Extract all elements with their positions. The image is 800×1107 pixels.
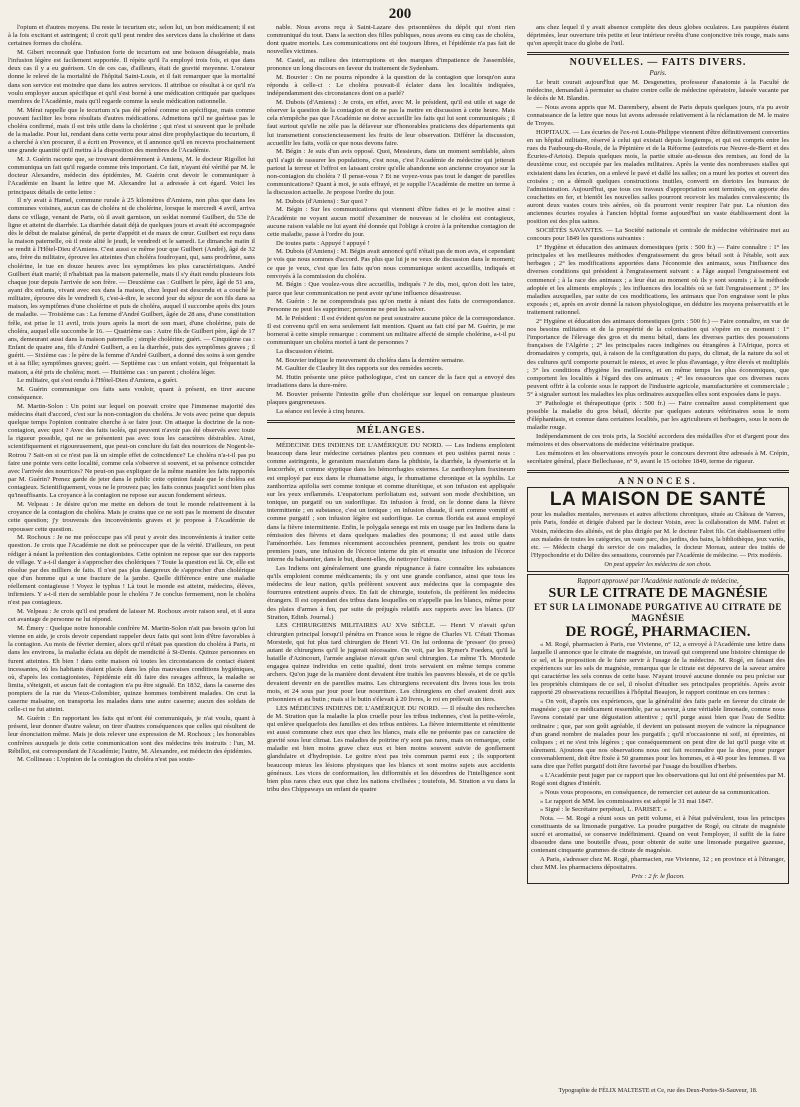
paragraph: Les mémoires et les observations envoyés pour le concours devront être adressés à M. Crépin, secrétaire général, place Bellechasse, n° 9, avant le 15 octobre 1849, terme de rigueur. — [527, 449, 789, 465]
paragraph: M. Bégin : Sur les communications qui viennent d'être faites et je le motive ainsi : l'Académie ne voyant aucun motif d'examiner de nouveau si le choléra est contagieux, aucune raison valable ne lui ayant été donnée qui l'oblige à croire à la prétendue contagion de cette maladie, passe à l'ordre du jour. — [267, 206, 515, 238]
page-number: 200 — [388, 6, 412, 22]
academy-discussion — [267, 24, 515, 416]
paragraph: 3° Pathologie et thérapeutique (prix : 500 fr.) — Faire connaître aussi complètement que possible la maladie du gros bétail, décrite par quelques auteurs vétérinaires sous le nom d'éléphantiasis, et connue dans certaines localités, par les agriculteurs et herbagers, sous le nom de maladie rouge. — [527, 399, 789, 432]
paragraph: M. Rochoux : Je ne me préoccupe pas s'il peut y avoir des inconvénients à traiter cette question. Je crois que l'Académie ne doit se préoccuper que de la vérité. D'ailleurs, on peut rédiger à néant la prétention des contagionistes. Cette opinion ne repose que sur des rapports de village. Y a-t-il danger à s'approcher des cholériques ? Toute la question est là. Or, elle est résolue par des milliers de faits. Il n'est pas plus dangereux de s'approcher d'un cholérique que d'un homme qui a une fracture de la jambe. Quelle différence entre une maladie réellement contagieuse ! Voyez le typhus ! Là tout le monde est atteint, médecins, élèves, infirmiers. Y a-t-il rien de semblable pour le choléra ? Je conclus fermement, non le choléra n'est pas contagieux. — [8, 534, 255, 607]
paragraph: Les Indiens ont généralement une grande répugnance à faire connaître les substances qu'ils emploient comme médicaments; ils y ont une grande confiance, ainsi que tous les médecins de leur nation, qu'ils préfèrent souvent aux médecins que la compagnie des fourrures entretient auprès d'eux. En fait de chirurgie, toutefois, ils préfèrent les médecins étrangers. Il est cependant des tribus dans lesquelles on n'appelle pas les blancs, même pour des plaies d'armes à feu, par suite de préjugés relatifs aux rapports avec les blancs. (D' Stratton, Edinb. Journal.) — [267, 564, 515, 621]
paragraph: M. Dubois (d'Amiens) : M. Bégin avait annoncé qu'il n'était pas de mon avis, et cependant je vois que nous sommes d'accord. Pas plus que lui je ne veux de discussion dans le moment; ce que je veux, c'est que les faits qu'on nous communique soient accueillis, indiqués et renvoyés à la commission du choléra. — [267, 248, 515, 280]
divider — [267, 438, 515, 439]
citrate-magnesie-ad — [527, 574, 789, 884]
paragraph: Le bruit courait aujourd'hui que M. Desgenettes, professeur d'anatomie à la Faculté de médecine, demandait à permuter sa chaire contre celle de médecine opératoire, laissée vacante par le décès de M. Blandin. — [527, 78, 789, 103]
paragraph: M. Martin-Solon : Un point sur lequel on pouvait croire que l'immense majorité des médecins était d'accord, c'est sur la non-contagion du choléra. Je vois avec peine que depuis quelque temps l'opinion contraire cherche à se faire jour. On attaque la doctrine de la non-contagion, avec quoi ? Avec des faits isolés, qui peuvent n'avoir pas été observés avec toute la rigueur possible, qui ne se présentent pas avec tous les caractères désirables. Ainsi, scientifiquement et rigoureusement, que peut-on conclure du fait des nourrices de Nogent-le-Rotrou ? Sait-on si ce n'est pas là un simple effet de coïncidence? Le choléra n'a-t-il pas pu faire une pointe vers cette localité, comme cela s'observe si souvent, et sa présence coïncider avec l'arrivée des nourrices? Ne peut-on pas expliquer de la même manière les faits rapportés par M. Guérin? Prenez garde de jeter dans le public cette opinion fatale que le choléra est contagieux. Scientifiquement, vous ne le prouvez pas; les faits connus jusqu'ici sont bien plus qu'insuffisants. La croyance à la contagion ne repose sur aucun fondement sérieux. — [8, 402, 255, 500]
paragraph: M. Collineau : L'opinion de la contagion du choléra n'est pas soute- — [17, 756, 196, 764]
paragraph: nable. Nous avons reçu à Saint-Lazare des prisonnières du dépôt qui n'ont rien communiqué du tout. Dans la section des filles publiques, nous avons eu cinq cas de choléra, dont quatre mortels. Les communications ont été toujours libres, et l'épidémie n'a pas fait de nouvelles victimes. — [267, 24, 515, 56]
paragraph: M. J. Guérin raconte que, se trouvant dernièrement à Amiens, M. le docteur Rigollot lui communiqua un fait qu'il regarde comme très important. Ce fait, n'ayant été vérifié par M. le docteur Alexandre, médecin des épidémies, M. Guérin crut devoir le communiquer à l'Académie en lisant la lettre que M. Alexandre lui a adressée à cet égard. Voici les principaux détails de cette lettre : — [8, 156, 255, 196]
maison-de-sante-ad — [527, 487, 789, 572]
nouvelles-title: NOUVELLES. — FAITS DIVERS. — [569, 57, 747, 69]
paragraph: « L'Académie peut juger par ce rapport que les observations qui lui ont été présentées par M. Rogé sont dignes d'intérêt. — [531, 772, 785, 788]
paragraph: M. le Président : Il est évident qu'on ne peut soustraire aucune pièce de la correspondance. Il est convenu qu'il en sera seulement fait mention. Quant au fait cité par M. Guérin, je me bornerai à cette simple remarque : comment un militaire affecté de simple cholérine, a-t-il pu communiquer un choléra mortel à tant de personnes ? — [267, 314, 515, 347]
paragraph: M. Bouvier : On ne pourra répondre à la question de la contagion que lorsqu'on aura répondu à celle-ci : Le choléra pouvait-il éclater dans les localités indiquées, indépendamment des circonstances dont on a parlé? — [267, 73, 515, 98]
nouvelles-place: Paris. — [649, 68, 667, 77]
paragraph: — Nous avons appris que M. Darembery, absent de Paris depuis quelques jours, n'a pu avoir connaissance de la lettre que nous lui avons adressée relativement à la réclamation de M. le maire de Troyes. — [527, 103, 789, 128]
paragraph: » Le rapport de MM. les commissaires est adopté le 31 mai 1847. — [540, 797, 713, 805]
ad-title-2: ET SUR LA LIMONADE PURGATIVE AU CITRATE DE MAGNÉSIE — [534, 601, 782, 623]
paragraph: M. Dubois (d'Amiens) : Je crois, en effet, avec M. le président, qu'il est utile et sage de réserver la question de la contagion et de ne pas la mettre en discussion à cette heure. Mais cela n'empêche pas que l'Académie ne doive accueillir les faits qui lui sont communiqués ; il faut surtout qu'elle ne zèle pas la défaveur sur d'honorables praticiens des départements qui lui transmettent consciencieusement les fruits de leur observation. Différer la discussion, accueillir les faits, voilà ce que nous devons faire. — [267, 98, 515, 147]
newspaper-page — [8, 4, 792, 1097]
paragraph: M. Hutin présente une pièce pathologique, c'est un cancer de la face qui a envoyé des irradiations dans la dure-mère. — [267, 374, 515, 390]
annonces-title: ANNONCES. — [618, 476, 698, 487]
paragraph: M. Velpeau : Je désire qu'on me mette en dehors de tout le monde relativement à la croyance de la contagion du choléra. Mais je crains que ce ne soit pas le moment de discuter cette question; j'y trouverais des inconvénients graves et je propose à l'Académie de repousser cette question. — [8, 501, 255, 533]
paragraph: M. Guérin communique ces faits sans vouloir, quant à présent, en tirer aucune conséquence. — [8, 385, 255, 402]
paragraph: M. Mérat rappelle que le tecurium n'a pas été prôné comme un spécifique, mais comme pouvant faciliter les bons résultats d'autres médications. Admettons qu'il ne guérisse pas le choléra confirmé, mais il est très utile dans la cholérine ; qui n'est si souvent que le prélude de la maladie. Pour lui, rendant dans cette vertu pour ainsi dire prophylactique du tecurium, il a cherché à s'en procurer, il a écrit en Provence, et il annonce qu'il en recevra prochainement une grande quantité qu'il mettra à la disposition des membres de l'Académie. — [8, 106, 255, 155]
paragraph: » Signé : le Secrétaire perpétuel, L. PARISET. » — [540, 806, 667, 814]
ad-price: Prix : 2 fr. le flacon. — [631, 872, 685, 880]
paragraph: Indépendamment de ces trois prix, la Société accordera des médailles d'or et d'argent pour des mémoires et des observations de médecine vétérinaire pratique. — [527, 433, 789, 449]
paragraph: 2° Hygiène et éducation des animaux domestiques (prix : 500 fr.) — Faire connaître, en vue de nos besoins militaires et de la prospérité de la colonisation qui s'opère en ce moment : 1° l'importance de l'élevage des gros et du menu bétail, dans les diverses parties des possessions françaises de l'Algérie ; 2° les principales races indigènes ou étrangères à l'Afrique, porcs et dromadaires y compris, qui, à raison de la configuration du pays, du climat, de la nature du sol et des cultures qu'il comporte pourrait le mieux, et avec le plus d'avantage, y être élevés et multipliés ; 3° les conditions d'hygiène les meilleures, et en même temps les plus économiques, que comportent les localités à l'égard des ces animaux ; 4° les ressources que ces diverses races peuvent offrir à la colonie sous le rapport de l'industrie agricole, manufacturière et commerciale ; 5° à signaler surtout les maladies les plus ordinaires auxquelles elles sont exposées dans le pays. — [527, 317, 789, 399]
paragraph: La discussion s'éteint. — [276, 348, 334, 356]
paragraph: Il n'y avait à Hamel, commune rurale à 25 kilomètres d'Amiens, non plus que dans les communes voisines, aucun cas de choléra ni de cholérine, lorsque le mercredi 4 avril, arriva dans ce village, venant de Paris, où il avait garnison, un soldat nommé Guilbert, du 53e de ligne et atteint de diarrhée. La diarrhée datait déjà de quelques jours et avait été accompagnée dès le début de malaise général, de perte d'appétit et de maux de cœur. Guilbert est reçu dans la maison paternelle, où il reste alité le jeudi, le vendredi et le samedi. Le dimanche matin il se rendit à l'Hôtel-Dieu d'Amiens. C'est aussi ce même jour que Guilbert (André), âgé de 32 ans, frère du militaire, éprouve les atteintes d'un choléra foudroyant, qui, sans prodrôme, sans cholérine, le tue en douze heures avec les symptômes les plus caractéristiques. André Guilbert était marié; il n'habitait pas la maison paternelle, mais il s'y était rendu plusieurs fois chaque jour depuis l'arrivée de son frère. — Deuxième cas : Guilbert le père, âgé de 51 ans, ayant dix enfants, vivant avec eux dans la maison, chez lequel est descendu et a couché le militaire, éprouve dès le vendredi 6, c'est-à-dire, le second jour du séjour de son fils dans sa maison, les symptômes d'une cholérine et puis de choléra, auquel il succombe après dix jours de maladie. — Troisième cas : La femme d'André Guilbert, âgée de 28 ans, d'une constitution frêle, est prise le 11 avril, trois jours après la mort de son mari, d'une cholérine, puis de choléra, auquel elle succombe le 16. — Quatrième cas : Autre fils de Guilbert père, âgé de 17 ans, demeurant aussi dans la maison paternelle ; simple cholérine; guéri. — Cinquième cas : Enfant de quatre ans, fils d'André Guilbert, a eu la diarrhée, puis des symptômes graves ; il guérit. — Sixième cas : le père de la femme d'André Guilbert, a donné des soins à son gendre et à sa fille; symptômes graves; guéri. — Septième cas : un enfant voisin, qui fréquentait la maison, a été pris de choléra; mort. — Huitième cas : un parent ; choléra léger. — [8, 197, 255, 376]
paragraph: » Nous vous proposons, en conséquence, de remercier cet auteur de sa communication. — [540, 788, 770, 796]
paragraph: M. Velpeau : Je crois qu'il est prudent de laisser M. Rochoux avoir raison seul, et il aura cet avantage de personne ne lui répond. — [8, 608, 255, 624]
paragraph: La séance est levée à cinq heures. — [276, 407, 365, 415]
paragraph: l'opium et d'autres moyens. Du reste le tecurium etc, selon lui, un bon médicament; il est à la fois excitant et astringent; il croit qu'il peut rendre des services dans la cholérine et dans certaines formes du choléra. — [8, 24, 255, 48]
paragraph: M. Émery : Quelque notre honorable confrère M. Martin-Solon n'ait pas besoin qu'on lui vienne en aide, je crois devoir cependant rappeler deux faits qui sont loin d'être favorables à la contagion. Au mois de février dernier, alors qu'il n'était pas question du choléra à Paris, ni dans les environs, la maladie éclata au dépôt de mendicité à St-Denis. Quinze personnes en furent atteintes. Eh bien ! dans cette maison où toutes les circonstances de contact étaient incessantes, où les habitants étaient placés dans les plus mauvaises conditions hygiéniques, où, d'après les contagionistes, l'épidémie eût dû faire des ravages affreux, la maladie se limita, s'éteignit, et aucun fait de contagion n'a pu être signalé. En 1832, dans la caserne des pompiers de la rue du Vieux-Colombier, quinze hommes tombèrent malades. On crut la caserne malsaine, on transporta les malades dans une autre caserne; aucun des soldats de celle-ci ne fut atteint. — [8, 624, 255, 714]
printer-footer: Typographie de FÉLIX MALTESTE et Ce, rue des Deux-Portes-St-Sauveur, 18. — [558, 1087, 758, 1094]
paragraph: M. Gaultier de Claubry lit des rapports sur des remèdes secrets. — [276, 365, 444, 373]
paragraph: Le militaire, qui s'est rendu à l'Hôtel-Dieu d'Amiens, a guéri. — [17, 377, 178, 385]
ad-note: On peut appeler les médecins de son choix. — [604, 561, 712, 569]
paragraph: 1° Hygiène et éducation des animaux domestiques (prix : 500 fr.) — Faire connaître : 1° les principales et les meilleures méthodes d'engraissement du gros bétail soit à l'étable, soit aux herbages ; 2° les modifications apportées dans l'économie des animaux, sous l'influence des diverses conditions qui président à l'engraissement suivant : a l'âge auquel l'engraissement est commencé ; à la race des animaux ; a leur état au moment où ils y sont soumis ; à la méthode adoptée et les aliments employés ; les influences des localités où se fait l'engraissement ; 3° les maladies auxquelles, par suite de ces modifications, les animaux que l'on engraisse sont le plus exposés ; et, après en avoir donné la raison physiologique, en déduire les moyens préservatifs et le traitement rationnel. — [527, 243, 789, 317]
paragraph: SOCIÉTÉS SAVANTES. — La Société nationale et centrale de médecine vétérinaire met au concours pour 1849 les questions suivantes : — [527, 227, 789, 243]
paragraph: « M. Rogé, pharmacien à Paris, rue Vivienne, n° 12, a envoyé à l'Académie une lettre dans laquelle il annonce que le citrate de magnésie, un travail qui comprend une histoire chimique de ce sel, et la proposition de le faire servir à l'usage de la médecine. M. Rogé, en faisant des expériences sur les sels de magnésie, remarqua que le citrate est dépourvu de la saveur amère qui caractérise les sels connus de cette base. N'ayant trouvé aucune donnée ou peu précise sur les propriétés chimiques de ce sel, il résolut d'étudier ses principales propriétés. Après avoir rapporté 29 observations recueillies à l'hôpital Beaujon, le rapport continue en ces termes : — [531, 640, 785, 697]
paragraph: « On voit, d'après ces expériences, que la généralité des faits parle en faveur du citrate de magnésie ; que ce médicament ressemble, par sa saveur, à une véritable limonade, comme nous l'avons constaté par une dégustation attentive ; qu'il purge aussi bien que l'eau de Sedlitz ordinaire ; que, par son goût agréable, il devient un puissant moyen de vaincre la répugnance d'un grand nombre de malades pour les purgatifs ; qu'il n'occasionne ni soif, ni épreintes, ni coliques ; et ne s'est très légères ; que conséquemment on peut dire de lui qu'il purge vite et sûrement. Ajoutons que nos observations nous ont fait reconnaître que la dose, pour purger convenablement, doit être fixée à 50 grammes pour les hommes, et à 40 pour les femmes. Il va sans dire que l'effet purgatif doit être favorisé par l'usage du bouillon d'herbes. — [531, 698, 785, 771]
column-1 — [8, 24, 255, 1094]
paragraph: ans chez lequel il y avait absence complète des deux globes oculaires. Les paupières étaient déprimées, leur ouverture très petite et leur intérieur revêtu d'une conjonctive très rouge, mais sans qu'on aperçût trace du globe de l'œil. — [527, 24, 789, 48]
paragraph: M. Bouvier présente l'intestin grêle d'un cholérique sur lequel on remarque plusieurs plaques gangreneuses. — [267, 390, 515, 407]
ad-address: A Paris, s'adresser chez M. Rogé, pharmacien, rue Vivienne, 12 ; en province et à l'étranger, chez MM. les pharmaciens dépositaires. — [531, 856, 785, 872]
paragraph: M. Castel, au milieu des interruptions et des marques d'impatience de l'assemblée, prononce un long discours en faveur du traitement de Sydenham. — [267, 57, 515, 73]
ad-title-3: DE ROGÉ, PHARMACIEN. — [565, 623, 751, 640]
melanges-title: MÉLANGES. — [356, 424, 426, 436]
paragraph: M. Guérin : En rapportant les faits qui m'ont été communiqués, je n'ai voulu, quant à présent, leur donner d'autre valeur, on tirer d'autres conséquences que celles qui résultent de leur énonciation même. Mais je dois relever une expression de M. Rochoux ; les honorables confrères auxquels je dois cette communication sont des médecins très instruits : l'un, M. Rébillot, est correspondant de l'Académie; l'autre, M. Alexandre, est médecin des épidémies. — [8, 715, 255, 755]
paragraph: M. Bégin : Que voulez-vous dire accueillis, indiqués ? Je dis, moi, qu'on doit les taire, parce que leur communication ne peut avoir qu'une influence désastreuse. — [267, 281, 515, 297]
paragraph: HOPITAUX. — Les écuries de l'ex-roi Louis-Philippe viennent d'être définitivement converties en un hôpital militaire, réservé à celui qui existait depuis longtemps, et qui est compris entre les rues du Faubourg-du-Roule, de la Pépinière et de la Réforme (autrefois rue Neuve-de-Berri et des Écuries-d'Artois). Depuis quelques mois, la partie située au-dessus des remises, au fond de la deuxième cour, est occupée par les malades militaires. Après la vente des nombreuses stalles qui existaient dans les écuries, on a enlevé le pavé et dallé les salles; on a muré les portes et ouvert des croisées ; on a démoli quelques constructions inutiles, converti en dortoirs les bureaux de l'administration. Aujourd'hui, que tous ces travaux d'appropriation sont terminés, on apporte des couchettes en fer, et bientôt les nouvelles salles pourront recevoir les malades convalescents; ils auront deux vastes cours très aérées, où ils pourront venir respirer l'air pur. La réunion des anciennes écuries royales à l'ancien hôpital forme aujourd'hui un vaste établissement dont la position est des plus saines. — [527, 128, 789, 226]
paragraph: M. Dubois (d'Amiens) : Sur quoi ? — [276, 197, 368, 205]
ad-title-1: SUR LE CITRATE DE MAGNÉSIE — [548, 585, 768, 601]
column-2 — [267, 24, 515, 1094]
section-divider — [527, 470, 789, 473]
article-continuation — [527, 24, 789, 48]
nouvelles-articles — [527, 79, 789, 466]
ad-head: Rapport approuvé par l'Académie nationale de médecine, — [577, 577, 739, 586]
paragraph: M. Guérin : Je ne comprendrais pas qu'on mette à néant des faits de correspondance. Personne ne peut les supprimer; personne ne peut les salver. — [267, 298, 515, 314]
paragraph: M. Gibert reconnaît que l'infusion forte de tecurium est une boisson désagréable, mais l'infusion légère est facilement supportée. Il répète qu'il l'a employé trois fois, et que dans deux cas il y a eu guérison. Un de ces cas, d'ailleurs, était de gravité moyenne. L'orateur donne le relevé de la mortalité de l'hôpital Saint-Louis, et il fait remarquer que la mortalité dans son service est moindre que dans les autres services. Il attribue ce résultat à ce qu'il n'a voulu employer aucun spécifique et qu'il s'est borné à une médication critiquée par quelques membres de l'Académie, mais qu'il regarde comme la seule médication rationnelle. — [8, 48, 255, 105]
section-divider — [267, 420, 515, 423]
paragraph: M. Bouvier indique le mouvement du choléra dans la dernière semaine. — [276, 356, 465, 364]
paragraph: M. Bégin : Je suis d'un avis opposé. Quoi, Messieurs, dans un moment semblable, alors qu'il s'agit de rassurer les populations, c'est nous, c'est l'Académie de médecine qui jetterait partout la terreur et l'effroi en laissant croire qu'elle abandonne son ancienne croyance sur la non-contagion du choléra ? Il pense-vous ? Et ne voyez-vous pas tout le danger de pareilles communications? Quant à moi, je suis effrayé, et je supplie l'Académie de mettre un terme à la discussion actuelle. Je propose l'ordre du jour. — [267, 148, 515, 197]
paragraph: LES CHIRURGIENS MILITAIRES AU XVe SIÈCLE. — Henri V n'avait qu'un chirurgien principal lorsqu'il pénétra en France sous le règne de Charles VI. C'était Thomas Morstede, qui fut plus tard chirurgien de Henri VI. On lui ordonna de 'presser' (to press) autant de chirurgiens qu'il le jugerait nécessaire. On voit, par les Rymer's Foedera, qu'il la bataille d'Azincourt, l'armée anglaise n'avait qu'un seul chirurgien. Le même Th. Morstede engagea quinze individus en cette qualité, dont trois servaient en même temps comme archers. Qu'on juge de la manière dont devaient être traités les pauvres blessés, et de ce qu'ils devaient devenir en de pareilles mains. Les chirurgiens recevaient dix livres tous les trois mois, et 24 sous par jour pour leur nourriture. Les chirurgiens en chef avaient droit aux prisonniers et au butin ; mais si le butin s'élevait à 20 livres, le roi en prélevait un tiers. — [267, 622, 515, 703]
section-divider — [527, 52, 789, 55]
paragraph: MÉDECINE DES INDIENS DE L'AMÉRIQUE DU NORD. — Les Indiens emploient beaucoup dans leur médecine certaines plantes peu connues et peu usitées parmi nous : comme astringents, le geranium maculatum dans la phthisie, la diarrhée, la dysenterie et la leucorrhée, et comme styptique dans les hémorrhagies externes. Le zanthoxylum fraxineum est employé par eux dans le rhumatisme aigu, le rhumatisme chronique et la syphilis. Le zanthorriza apifolia sert comme tonique et comme diurétique, et son infusion est appliquée sur les yeux enflammés. L'eupatorium perfoliatum est, suivant son mode d'exhibition, un tonique, un purgatif ou un sudorifique. En infusion à froid, on le donne dans la fièvre intermittente ; en substance, c'est un tonique ; en infusion chaude, il sert comme vomitif et comme purgatif ; son infusion légère est sudorifique. Le cornus florida est aussi employé dans la fièvre intermittente. Enfin, le polygala senega est mis en usage par les Indiens dans la rémission des fièvres et dans quelques maladies des poumons; il est aussi utile dans l'aménorrhée. Les femmes récemment accouchées prennent, pendant les trois ou quatre premiers jours, une infusion de l'écorce interne du pin et ensuite une infusion de l'écorce interne du balsamier, dans le but, disent-elles, de nettoyer l'utérus. — [267, 442, 515, 564]
ad-title: LA MAISON DE SANTÉ — [549, 489, 767, 511]
paragraph: LES MÉDECINS INDIENS DE L'AMÉRIQUE DU NORD. — Il résulte des recherches de M. Stratton que la maladie la plus cruelle pour les tribus indiennes, c'est la petite-vérole, qui enlève quelquefois des familles et des tribus entières. La fièvre intermittente et rémittente est aussi commune chez eux que chez les blancs, mais elle ne présente pas ce caractère de gravité sous leur climat. Les maladies de poitrine n'y sont pas rares, mais on remarque, cette maladie est bien moins grave chez eux et bien moins souvent suivie de gonflement glandulaire et d'hydropisie. Le goitre n'est pas très commun parmi eux ; ils supportent beaucoup mieux les lésions physiques que les blancs et sont moins sujets aux accidents généraux. Les vices de conformation, les difformités et les désordres de l'intelligence sont bien plus rares chez eux que chez les nations civilisées ; toutefois, M. Stratton a vu dans la tribu des Chippaways un enfant de quatre — [267, 704, 515, 794]
paragraph: De toutes parts : Appuyé ! appuyé ! — [276, 239, 370, 247]
column-3 — [527, 24, 789, 1094]
melanges-articles — [267, 442, 515, 794]
ad-text: pour les maladies mentales, nerveuses et autres affections chroniques, située au Château de Vanves, près Paris, fondée et dirigée d'abord par le docteur Voisin, avec la collaboration de MM. Falret et Voisin, médecins des aliénés, est de plus dirigée par M. le docteur Falret fils. Cet établissement offre aux malades de toutes les catégories, un vaste parc, des jardins, des bains, la bibliothèque, jeux variés, etc. — Médecin chargé du service de ces maladies, le docteur Moreau, auteur des traités de l'Hypochondrie et du Délire des sensations, couronnés par l'Académie de médecine. — Prix modérés. — [531, 511, 785, 560]
ad-nota: Nota. — M. Rogé a réuni sous un petit volume, et à l'état pulvérulent, tous les principes constituants de sa limonade purgative. La poudre purgative de Rogé, ou citrate de magnésie sucré et aromatisé, se conserve indéfiniment. Quand on veut l'employer, il suffit de la faire dissoudre dans une bouteille d'eau, pour obtenir de suite une limonade purgative gazeuse, contenant cinquante grammes de citrate de magnésie. — [531, 814, 785, 855]
ad-report — [531, 641, 785, 815]
